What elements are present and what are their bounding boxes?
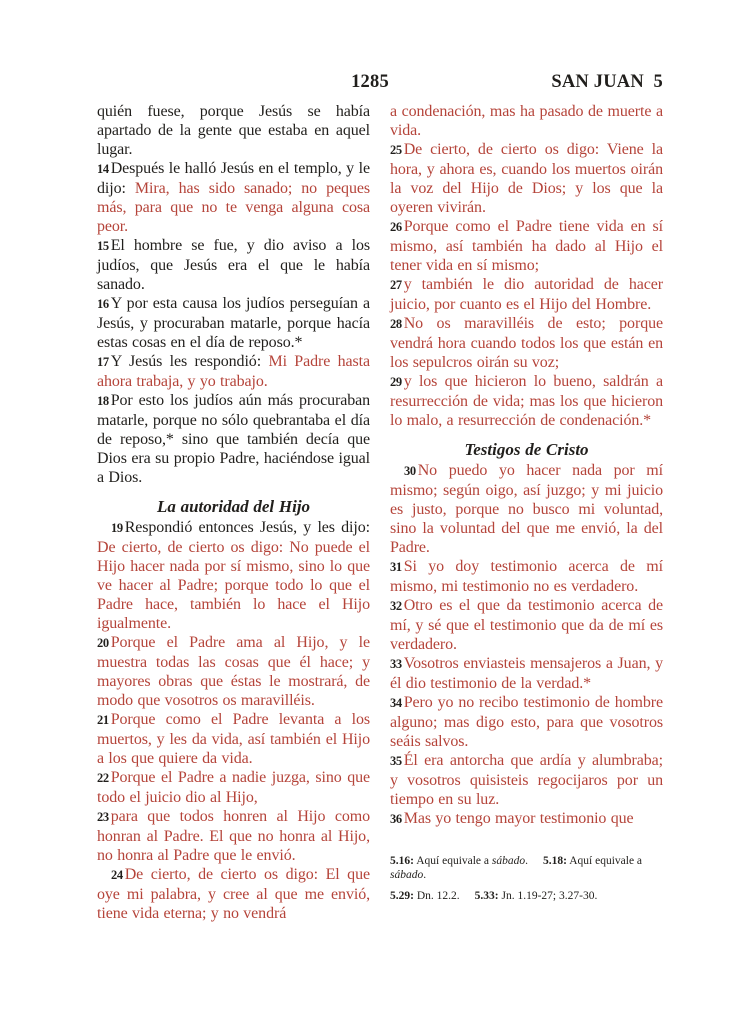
- verse-number: 14: [97, 162, 109, 176]
- footnote-line: [390, 855, 663, 882]
- verse-number: 34: [390, 696, 402, 710]
- footnote-text: .: [525, 855, 529, 867]
- verse-text: Respondió entonces Jesús, y les dijo:: [124, 519, 370, 536]
- red-letter-text: Otro es el que da testimonio acerca de mí, y sé que el testimonio que da de mí es verdadero.: [390, 597, 663, 653]
- footnote-ref: 5.33:: [474, 890, 499, 902]
- verse-text: Y por esta causa los judíos perseguían a Jesús, y procuraban matarle, porque hacía estas cosas en el día de reposo.*: [97, 295, 370, 351]
- verse-text: quién fuese, porque Jesús se había apartado de la gente que estaba en aquel lugar.: [97, 103, 370, 158]
- section-heading: La autoridad del Hijo: [156, 497, 311, 516]
- verse-paragraph: [97, 768, 370, 807]
- footnote-text: Aquí equivale a: [566, 855, 643, 867]
- verse-paragraph: [97, 807, 370, 865]
- verse-number: 22: [97, 771, 109, 785]
- red-letter-text: para que todos honren al Hijo como honran al Padre. El que no honra al Hijo, no honra al Padre que le envió.: [97, 808, 370, 864]
- verse-paragraph: [390, 596, 663, 654]
- verse-text: El hombre se fue, y dio aviso a los judíos, que Jesús era el que le había sanado.: [97, 237, 370, 293]
- verse-text: Y Jesús les respondió:: [110, 353, 269, 370]
- red-letter-text: De cierto, de cierto os digo: No puede el Hijo hacer nada por sí mismo, sino lo que ve hacer al Padre; porque todo lo que el Padre hace, también lo hace el Hijo igualmente.: [97, 539, 370, 632]
- verse-paragraph: [390, 217, 663, 275]
- verse-text: Por esto los judíos aún más procuraban matarle, porque no sólo quebrantaba el día de reposo,* sino que también decía que Dios era su propio Padre, haciéndose igual a Dios.: [97, 392, 370, 486]
- verse-number: 35: [390, 754, 402, 768]
- red-letter-text: Porque el Padre a nadie juzga, sino que todo el juicio dio al Hijo,: [97, 769, 370, 806]
- verse-paragraph: [390, 751, 663, 809]
- red-letter-text: De cierto, de cierto os digo: El que oye mi palabra, y cree al que me envió, tiene vida eterna; y no vendrá: [97, 866, 370, 922]
- verse-paragraph: [390, 461, 663, 557]
- red-letter-text: Porque como el Padre tiene vida en sí mismo, así también ha dado al Hijo el tener vida en sí mismo;: [390, 218, 663, 274]
- red-letter-text: No os maravilléis de esto; porque vendrá hora cuando todos los que están en los sepulcros oirán su voz;: [390, 315, 663, 371]
- verse-paragraph: [390, 275, 663, 314]
- verse-number: 23: [97, 810, 109, 824]
- footnote-ref: 5.18:: [543, 855, 567, 867]
- red-letter-text: De cierto, de cierto os digo: Viene la hora, y ahora es, cuando los muertos oirán la voz del Hijo de Dios; y los que la oyeren vivirán.: [390, 141, 663, 216]
- verse-paragraph: [390, 809, 663, 829]
- continuation-paragraph: [390, 102, 663, 140]
- verse-number: 33: [390, 657, 402, 671]
- red-letter-text: Mas yo tengo mayor testimonio que: [403, 810, 634, 827]
- section-heading: Testigos de Cristo: [464, 440, 589, 459]
- continuation-paragraph: [97, 102, 370, 159]
- verse-paragraph: [97, 865, 370, 923]
- footnotes-block: [390, 855, 663, 904]
- red-letter-text: Mira, has sido sanado; no peques más, para que no te venga alguna cosa peor.: [97, 180, 370, 235]
- verse-number: 28: [390, 317, 402, 331]
- verse-paragraph: [97, 236, 370, 294]
- two-column-text: [97, 102, 663, 923]
- verse-paragraph: [390, 372, 663, 430]
- red-letter-text: Porque el Padre ama al Hijo, y le muestra todas las cosas que él hace; y mayores obras que éstas le mostrará, de modo que vosotros os maravilléis.: [97, 634, 370, 709]
- verse-number: 30: [404, 464, 416, 478]
- verse-number: 25: [390, 143, 402, 157]
- red-letter-text: y los que hicieron lo bueno, saldrán a resurrección de vida; mas los que hicieron lo malo, a resurrección de condenación.*: [390, 373, 663, 429]
- footnote-line: [390, 890, 663, 904]
- red-letter-text: Vosotros enviasteis mensajeros a Juan, y él dio testimonio de la verdad.*: [390, 655, 663, 692]
- red-letter-text: Mi Padre hasta ahora trabaja, y yo trabajo.: [97, 353, 370, 390]
- footnote-ref: 5.16:: [390, 855, 414, 867]
- red-letter-text: y también le dio autoridad de hacer juicio, por cuanto es el Hijo del Hombre.: [390, 276, 663, 313]
- verse-paragraph: [97, 294, 370, 352]
- running-head: [97, 72, 663, 98]
- verse-number: 15: [97, 239, 109, 253]
- verse-paragraph: [390, 557, 663, 596]
- verse-paragraph: [97, 710, 370, 768]
- red-letter-text: Pero yo no recibo testimonio de hombre alguno; mas digo esto, para que vosotros seáis salvos.: [390, 694, 663, 750]
- verse-number: 17: [97, 355, 109, 369]
- verse-paragraph: [97, 391, 370, 487]
- verse-paragraph: [390, 314, 663, 372]
- right-column: [390, 102, 663, 923]
- verse-paragraph: [390, 693, 663, 751]
- verse-number: 20: [97, 636, 109, 650]
- verse-number: 24: [111, 868, 123, 882]
- verse-text: Después le halló Jesús en el templo, y le dijo:: [97, 160, 370, 197]
- footnote-ref: 5.29:: [390, 890, 414, 902]
- verse-paragraph: [97, 159, 370, 236]
- red-letter-text: No puedo yo hacer nada por mí mismo; según oigo, así juzgo; y mi juicio es justo, porque no busco mi voluntad, sino la voluntad del que me envió, la del Padre.: [390, 462, 663, 556]
- verse-number: 27: [390, 278, 402, 292]
- verse-paragraph: [390, 140, 663, 217]
- verse-number: 16: [97, 297, 109, 311]
- verse-number: 26: [390, 220, 402, 234]
- red-letter-text: Porque como el Padre levanta a los muertos, y les da vida, así también el Hijo a los que quiere da vida.: [97, 711, 370, 767]
- red-letter-text: a condenación, mas ha pasado de muerte a vida.: [390, 103, 663, 139]
- verse-number: 31: [390, 560, 402, 574]
- verse-paragraph: [390, 654, 663, 693]
- verse-number: 32: [390, 599, 402, 613]
- left-column: [97, 102, 370, 923]
- verse-number: 18: [97, 394, 109, 408]
- verse-number: 21: [97, 713, 109, 727]
- verse-number: 29: [390, 375, 402, 389]
- red-letter-text: Él era antorcha que ardía y alumbraba; y vosotros quisisteis regocijaros por un tiempo en su luz.: [390, 752, 663, 808]
- page-number: 1285: [351, 72, 389, 92]
- footnote-italic-term: sábado: [390, 868, 424, 881]
- red-letter-text: Si yo doy testimonio acerca de mí mismo, mi testimonio no es verdadero.: [390, 558, 663, 595]
- book-chapter-header: SAN JUAN 5: [551, 72, 663, 92]
- footnote-italic-term: sábado: [491, 855, 526, 867]
- footnote-text: Dn. 12.2.: [413, 890, 460, 902]
- verse-number: 36: [390, 812, 402, 826]
- footnote-text: Aquí equivale a: [413, 855, 492, 867]
- verse-paragraph: [97, 352, 370, 391]
- footnote-text: .: [423, 868, 427, 881]
- page-content: [97, 72, 663, 923]
- verse-paragraph: [97, 518, 370, 633]
- footnote-text: Jn. 1.19-27; 3.27-30.: [498, 890, 598, 902]
- verse-number: 19: [111, 521, 123, 535]
- verse-paragraph: [97, 633, 370, 710]
